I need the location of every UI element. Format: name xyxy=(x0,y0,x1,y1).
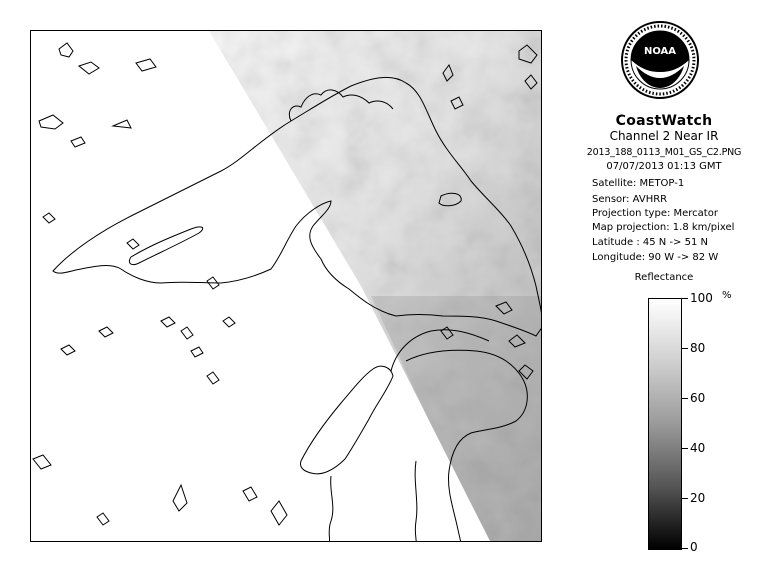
satellite-map xyxy=(30,30,542,542)
latitude-label: Latitude : 45 N -> 51 N xyxy=(592,237,708,248)
noaa-logo xyxy=(620,20,700,104)
colorbar-tick-label: 20 xyxy=(690,491,706,505)
datetime-label: 07/07/2013 01:13 GMT xyxy=(606,161,722,172)
noaa-logo-text: NOAA xyxy=(643,46,677,57)
colorbar-tick-label: 60 xyxy=(690,391,706,405)
brand-title: CoastWatch xyxy=(615,113,713,129)
legend-title: Reflectance xyxy=(634,272,694,283)
satellite-label: Satellite: METOP-1 xyxy=(592,178,685,189)
channel-label: Channel 2 Near IR xyxy=(609,129,719,143)
projection-type-label: Projection type: Mercator xyxy=(592,208,718,219)
map-svg xyxy=(31,31,542,542)
colorbar-tick xyxy=(682,348,688,349)
sensor-label: Sensor: AVHRR xyxy=(592,194,668,205)
coastline-river-west xyxy=(329,476,333,542)
colorbar-tick xyxy=(682,298,688,299)
colorbar-tick-label: 0 xyxy=(690,540,698,554)
longitude-label: Longitude: 90 W -> 82 W xyxy=(592,252,719,263)
cloud-texture xyxy=(31,31,542,542)
noaa-logo-icon xyxy=(620,20,700,104)
colorbar-tick xyxy=(682,498,688,499)
filename-label: 2013_188_0113_M01_GS_C2.PNG xyxy=(586,147,742,158)
colorbar-tick-label: 80 xyxy=(690,341,706,355)
coastline-isle-royale xyxy=(129,227,202,265)
colorbar-tick xyxy=(682,448,688,449)
colorbar-tick-label: 40 xyxy=(690,441,706,455)
colorbar-tick-label: 100 xyxy=(690,291,713,305)
colorbar-tick xyxy=(682,398,688,399)
coastline-lake-michigan xyxy=(300,366,393,474)
map-projection-label: Map projection: 1.8 km/pixel xyxy=(592,222,735,233)
reflectance-colorbar xyxy=(648,298,682,550)
coastline-river-east xyxy=(415,461,417,542)
colorbar-tick xyxy=(682,548,688,549)
legend-unit: % xyxy=(722,290,732,301)
